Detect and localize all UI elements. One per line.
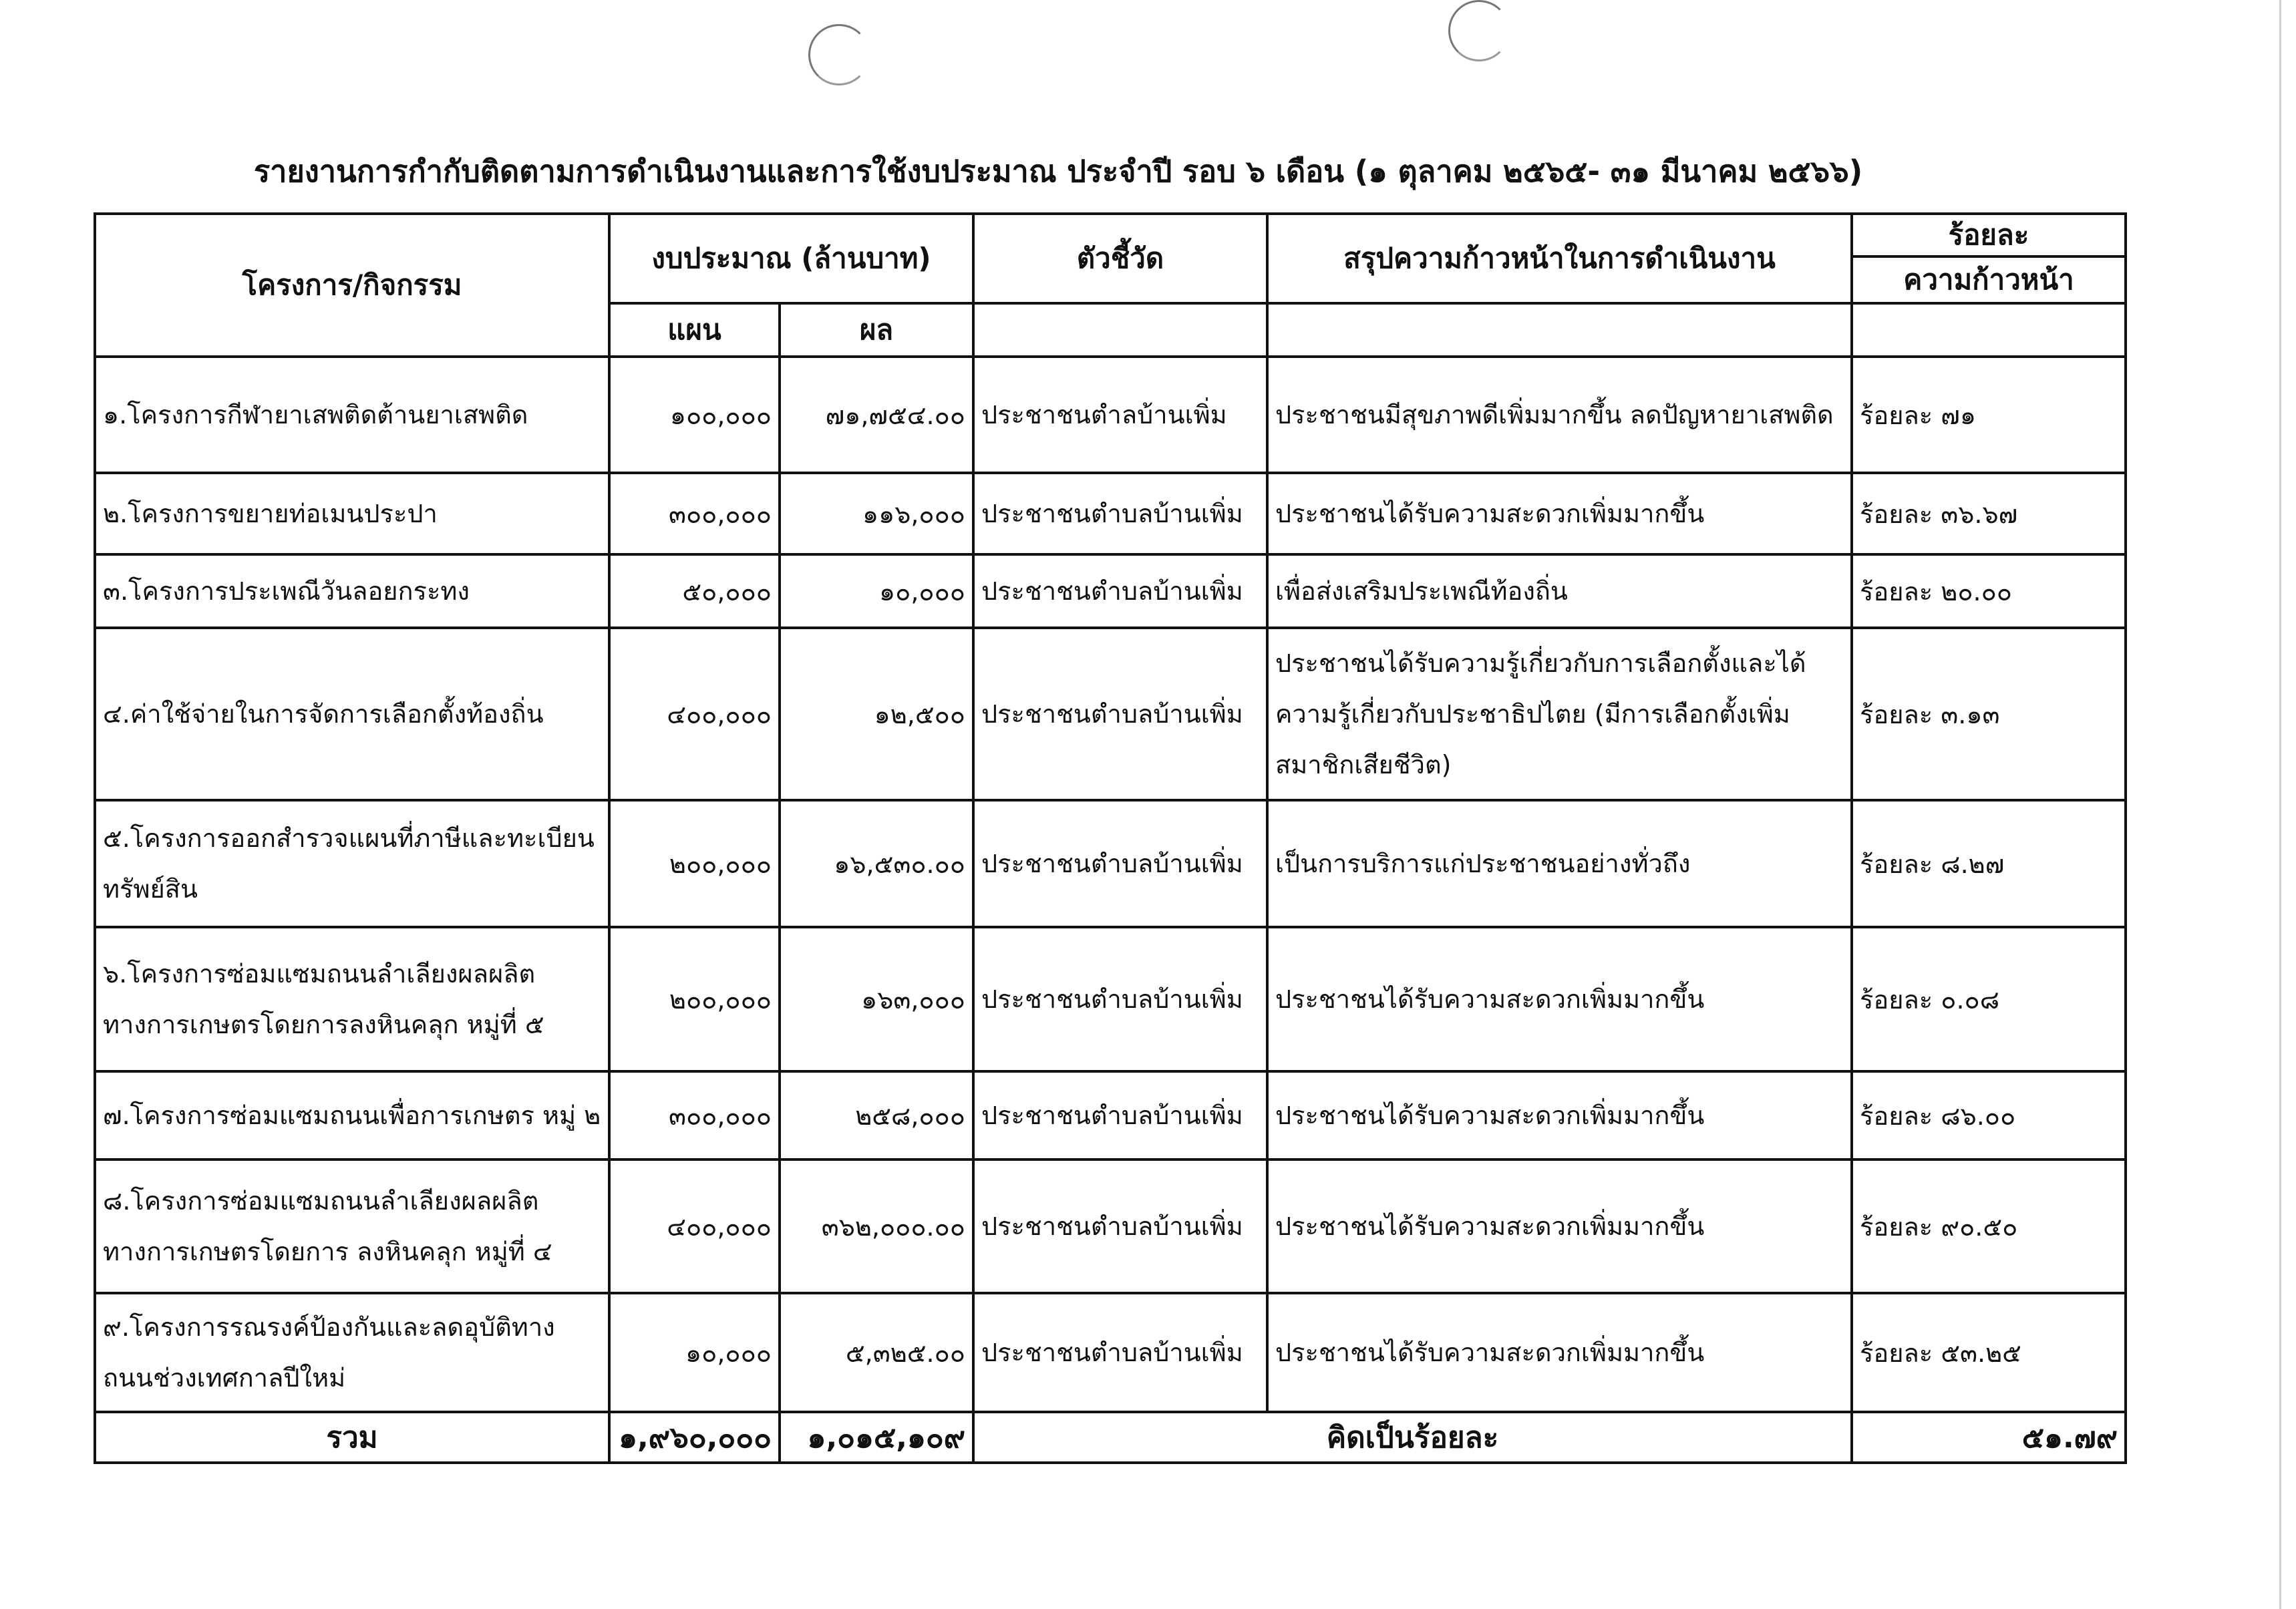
project-cell: ๙.โครงการรณรงค์ป้องกันและลดอุบัติทางถนนช่วงเทศกาลปีใหม่: [95, 1293, 609, 1412]
total-percent-label: คิดเป็นร้อยละ: [973, 1412, 1852, 1463]
header-empty-cell: [1267, 303, 1852, 357]
header-plan: แผน: [609, 303, 780, 357]
result-cell: ๒๕๘,๐๐๐: [780, 1071, 973, 1159]
header-summary: สรุปความก้าวหน้าในการดำเนินงาน: [1267, 214, 1852, 303]
indicator-cell: ประชาชนตำบลบ้านเพิ่ม: [973, 927, 1267, 1071]
summary-cell: ประชาชนได้รับความรู้เกี่ยวกับการเลือกตั้งและได้ความรู้เกี่ยวกับประชาธิปไตย (มีการเลือกตั้งเพิ่มสมาชิกเสียชีวิต): [1267, 628, 1852, 800]
indicator-cell: ประชาชนตำบลบ้านเพิ่ม: [973, 628, 1267, 800]
table-row: [95, 357, 2126, 473]
percent-cell: ร้อยละ ๓.๑๓: [1852, 628, 2126, 800]
plan-cell: ๔๐๐,๐๐๐: [609, 628, 780, 800]
indicator-cell: ประชาชนตำลบ้านเพิ่ม: [973, 357, 1267, 473]
report-table: [94, 212, 2127, 1464]
indicator-cell: ประชาชนตำบลบ้านเพิ่ม: [973, 1293, 1267, 1412]
project-cell: ๒.โครงการขยายท่อเมนประปา: [95, 473, 609, 554]
plan-cell: ๑๐๐,๐๐๐: [609, 357, 780, 473]
scan-edge-line: [2279, 0, 2281, 1609]
summary-cell: เป็นการบริการแก่ประชาชนอย่างทั่วถึง: [1267, 800, 1852, 927]
percent-cell: ร้อยละ ๗๑: [1852, 357, 2126, 473]
result-cell: ๓๖๒,๐๐๐.๐๐: [780, 1159, 973, 1293]
project-cell: ๓.โครงการประเพณีวันลอยกระทง: [95, 554, 609, 628]
header-indicator: ตัวชี้วัด: [973, 214, 1267, 303]
total-row: [95, 1412, 2126, 1463]
table-row: [95, 554, 2126, 628]
punch-hole-mark: [1448, 0, 1510, 61]
header-empty-cell: [1852, 303, 2126, 357]
percent-cell: ร้อยละ ๙๐.๕๐: [1852, 1159, 2126, 1293]
plan-cell: ๕๐,๐๐๐: [609, 554, 780, 628]
result-cell: ๑๖๓,๐๐๐: [780, 927, 973, 1071]
summary-cell: ประชาชนมีสุขภาพดีเพิ่มมากขึ้น ลดปัญหายาเสพติด: [1267, 357, 1852, 473]
table-row: [95, 628, 2126, 800]
percent-cell: ร้อยละ ๘๖.๐๐: [1852, 1071, 2126, 1159]
result-cell: ๑๑๖,๐๐๐: [780, 473, 973, 554]
table-row: [95, 927, 2126, 1071]
percent-cell: ร้อยละ ๒๐.๐๐: [1852, 554, 2126, 628]
total-result: ๑,๐๑๕,๑๐๙: [780, 1412, 973, 1463]
percent-cell: ร้อยละ ๐.๐๘: [1852, 927, 2126, 1071]
result-cell: ๗๑,๗๕๔.๐๐: [780, 357, 973, 473]
table-row: [95, 1071, 2126, 1159]
plan-cell: ๒๐๐,๐๐๐: [609, 800, 780, 927]
plan-cell: ๓๐๐,๐๐๐: [609, 473, 780, 554]
header-empty-cell: [973, 303, 1267, 357]
table-row: [95, 800, 2126, 927]
plan-cell: ๔๐๐,๐๐๐: [609, 1159, 780, 1293]
indicator-cell: ประชาชนตำบลบ้านเพิ่ม: [973, 473, 1267, 554]
header-project: โครงการ/กิจกรรม: [95, 214, 609, 357]
summary-cell: ประชาชนได้รับความสะดวกเพิ่มมากขึ้น: [1267, 473, 1852, 554]
result-cell: ๑๒,๕๐๐: [780, 628, 973, 800]
project-cell: ๗.โครงการซ่อมแซมถนนเพื่อการเกษตร หมู่ ๒: [95, 1071, 609, 1159]
project-cell: ๔.ค่าใช้จ่ายในการจัดการเลือกตั้งท้องถิ่น: [95, 628, 609, 800]
report-title: รายงานการกำกับติดตามการดำเนินงานและการใช้งบประมาณ ประจำปี รอบ ๖ เดือน (๑ ตุลาคม ๒๕๖๕- ๓๑ มีนาคม ๒๕๖๖): [254, 154, 1863, 189]
total-label: รวม: [95, 1412, 609, 1463]
header-result: ผล: [780, 303, 973, 357]
indicator-cell: ประชาชนตำบลบ้านเพิ่ม: [973, 800, 1267, 927]
summary-cell: ประชาชนได้รับความสะดวกเพิ่มมากขึ้น: [1267, 1159, 1852, 1293]
indicator-cell: ประชาชนตำบลบ้านเพิ่ม: [973, 1159, 1267, 1293]
percent-cell: ร้อยละ ๘.๒๗: [1852, 800, 2126, 927]
table-row: [95, 1293, 2126, 1412]
table-row: [95, 1159, 2126, 1293]
total-percent: ๕๑.๗๙: [1852, 1412, 2126, 1463]
total-plan: ๑,๙๖๐,๐๐๐: [609, 1412, 780, 1463]
project-cell: ๕.โครงการออกสำรวจแผนที่ภาษีและทะเบียนทรัพย์สิน: [95, 800, 609, 927]
project-cell: ๖.โครงการซ่อมแซมถนนลำเลียงผลผลิตทางการเกษตรโดยการลงหินคลุก หมู่ที่ ๕: [95, 927, 609, 1071]
header-percent-line1: ร้อยละ: [1852, 214, 2126, 256]
punch-hole-mark: [808, 24, 870, 85]
indicator-cell: ประชาชนตำบลบ้านเพิ่ม: [973, 554, 1267, 628]
summary-cell: ประชาชนได้รับความสะดวกเพิ่มมากขึ้น: [1267, 1293, 1852, 1412]
header-budget: งบประมาณ (ล้านบาท): [609, 214, 973, 303]
result-cell: ๑๖,๕๓๐.๐๐: [780, 800, 973, 927]
indicator-cell: ประชาชนตำบลบ้านเพิ่ม: [973, 1071, 1267, 1159]
plan-cell: ๒๐๐,๐๐๐: [609, 927, 780, 1071]
percent-cell: ร้อยละ ๕๓.๒๕: [1852, 1293, 2126, 1412]
plan-cell: ๑๐,๐๐๐: [609, 1293, 780, 1412]
summary-cell: เพื่อส่งเสริมประเพณีท้องถิ่น: [1267, 554, 1852, 628]
percent-cell: ร้อยละ ๓๖.๖๗: [1852, 473, 2126, 554]
result-cell: ๑๐,๐๐๐: [780, 554, 973, 628]
plan-cell: ๓๐๐,๐๐๐: [609, 1071, 780, 1159]
header-percent-line2: ความก้าวหน้า: [1852, 256, 2126, 303]
summary-cell: ประชาชนได้รับความสะดวกเพิ่มมากขึ้น: [1267, 1071, 1852, 1159]
summary-cell: ประชาชนได้รับความสะดวกเพิ่มมากขึ้น: [1267, 927, 1852, 1071]
result-cell: ๕,๓๒๕.๐๐: [780, 1293, 973, 1412]
table-row: [95, 473, 2126, 554]
project-cell: ๑.โครงการกีฬายาเสพติดต้านยาเสพติด: [95, 357, 609, 473]
project-cell: ๘.โครงการซ่อมแซมถนนลำเลียงผลผลิตทางการเกษตรโดยการ ลงหินคลุก หมู่ที่ ๔: [95, 1159, 609, 1293]
